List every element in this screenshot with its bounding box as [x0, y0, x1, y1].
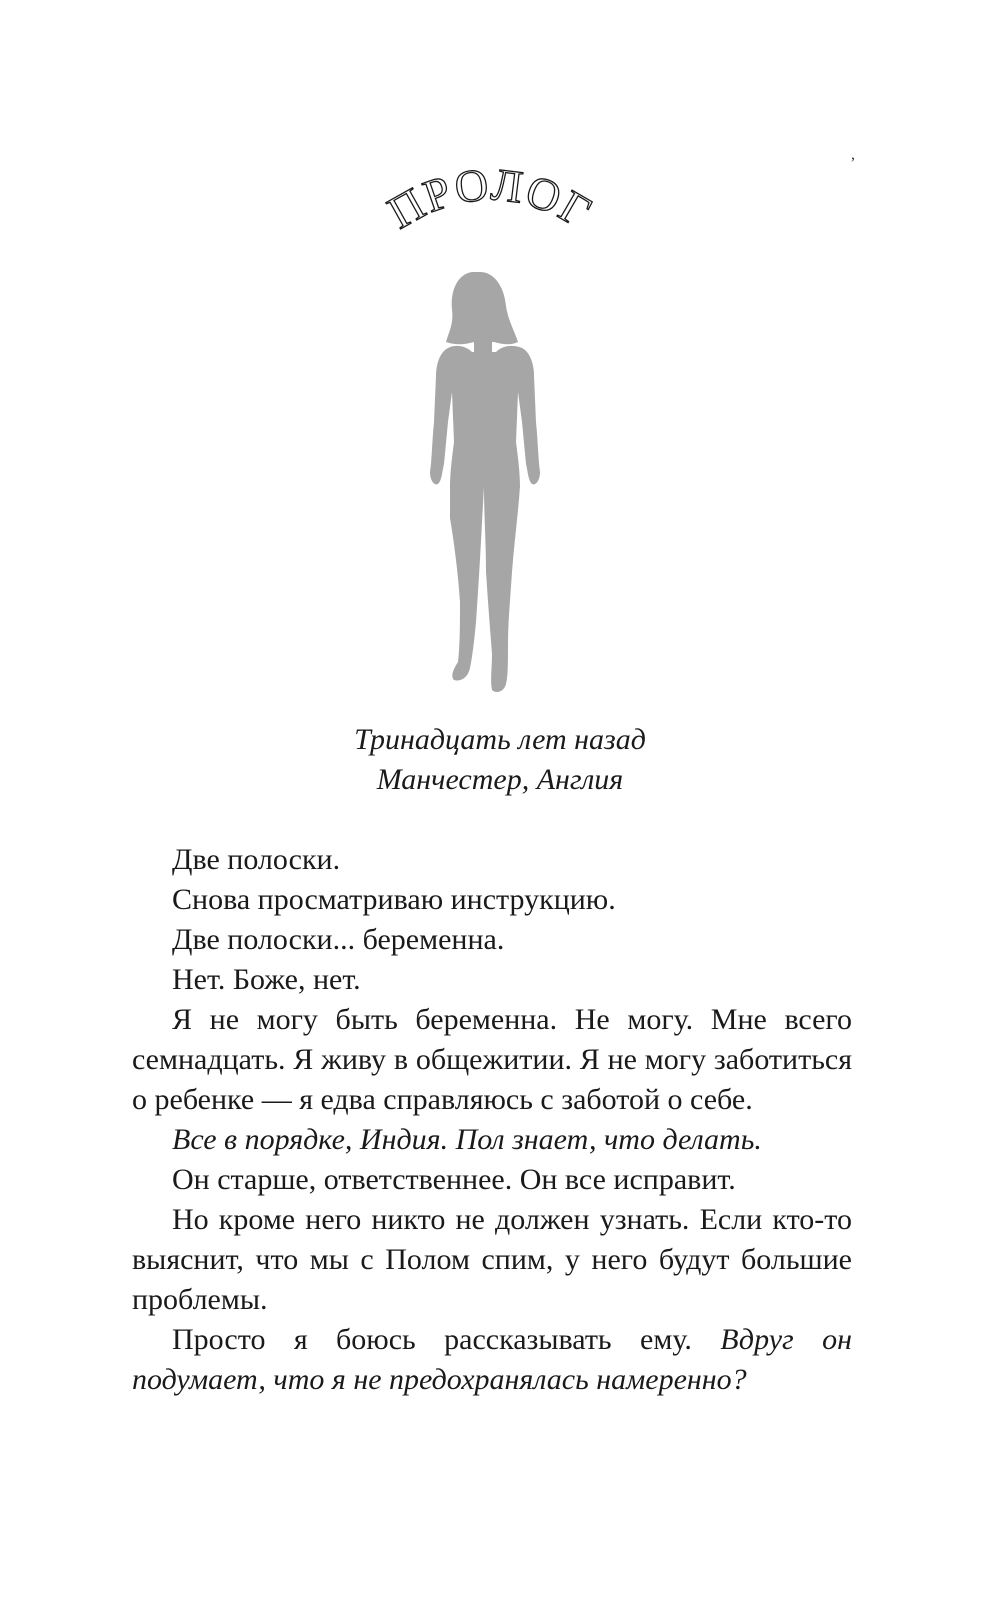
- paragraph-italic-text: Вдруг он подумает, что я не предохранялась намеренно?: [132, 1323, 853, 1396]
- paragraph-text: Две полоски.: [172, 843, 341, 876]
- corner-mark: ,: [851, 146, 855, 163]
- paragraph-text: Снова просматриваю инструкцию.: [172, 883, 616, 916]
- paragraph: [132, 1160, 852, 1200]
- chapter-title-arc: [360, 150, 620, 260]
- paragraph-text: Но кроме него никто не должен узнать. Если кто-то выяснит, что мы с Полом спим, у него будут большие проблемы.: [132, 1203, 852, 1316]
- paragraph-italic-text: Все в порядке, Индия. Пол знает, что делать.: [172, 1123, 762, 1156]
- paragraph-text: Он старше, ответственнее. Он все исправит.: [172, 1163, 736, 1196]
- woman-silhouette-icon: [428, 272, 540, 698]
- chapter-title: [360, 150, 620, 260]
- paragraph: [132, 920, 852, 960]
- paragraph-text: Нет. Боже, нет.: [172, 963, 361, 996]
- silhouette-shape: [430, 272, 540, 692]
- paragraph-italic: [132, 1120, 852, 1160]
- paragraph-text: Две полоски... беременна.: [172, 923, 505, 956]
- dateline-time: Тринадцать лет назад: [354, 723, 646, 756]
- silhouette-graphic: [428, 272, 540, 698]
- chapter-title-path: ПРОЛОГ: [379, 158, 602, 239]
- paragraph: [132, 1000, 852, 1120]
- body-text: [132, 840, 852, 1400]
- paragraph: [132, 1320, 852, 1400]
- paragraph: [132, 1200, 852, 1320]
- chapter-title-text: [379, 158, 601, 238]
- paragraph-text: Просто я боюсь рассказывать ему.: [172, 1323, 721, 1356]
- paragraph: [132, 880, 852, 920]
- paragraph: [132, 840, 852, 880]
- paragraph: [132, 960, 852, 1000]
- dateline-place: Манчестер, Англия: [376, 763, 624, 796]
- paragraph-text: Я не могу быть беременна. Не могу. Мне всего семнадцать. Я живу в общежитии. Я не могу заботиться о ребенке — я едва справляюсь с заботой о себе.: [132, 1003, 852, 1116]
